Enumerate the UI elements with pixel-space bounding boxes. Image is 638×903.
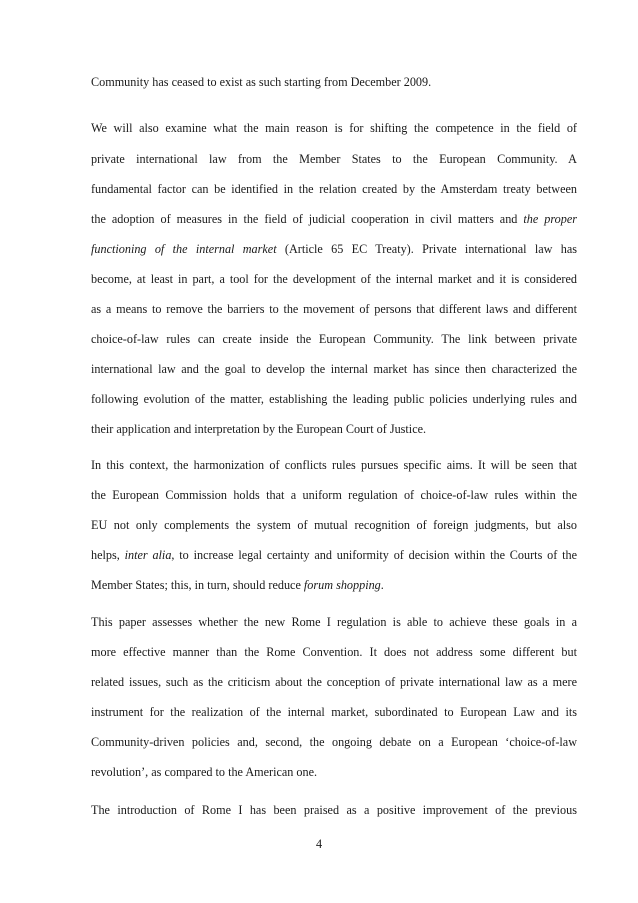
paragraph-2-line-4-italic: the proper <box>523 212 577 226</box>
paragraph-3-line-3: EU not only complements the system of mutual recognition of foreign judgments, but also <box>91 518 577 532</box>
paragraph-4-line-1: This paper assesses whether the new Rome I regulation is able to achieve these goals in a <box>91 615 577 629</box>
paragraph-2-line-11: their application and interpretation by the European Court of Justice. <box>91 422 427 436</box>
paragraph-2-line-1: We will also examine what the main reason is for shifting the competence in the field of <box>91 121 577 135</box>
paragraph-2-line-3: fundamental factor can be identified in the relation created by the Amsterdam treaty between <box>91 182 577 196</box>
paragraph-5-line-1: The introduction of Rome I has been praised as a positive improvement of the previous <box>91 803 577 817</box>
paragraph-3-line-4-text-b: , to increase legal certainty and uniformity of decision within the Courts of the <box>171 548 577 562</box>
paragraph-3-line-5 <box>91 577 577 593</box>
page-number: 4 <box>315 837 323 851</box>
paragraph-4-line-2: more effective manner than the Rome Convention. It does not address some different but <box>91 645 577 659</box>
paragraph-3-line-5-italic: forum shopping <box>303 578 381 592</box>
paragraph-1-line-1: Community has ceased to exist as such starting from December 2009. <box>91 75 432 89</box>
paragraph-2-line-4 <box>91 211 577 227</box>
paragraph-4-line-3: related issues, such as the criticism about the conception of private international law as a mere <box>91 675 577 689</box>
paragraph-3-line-4 <box>91 547 577 563</box>
paragraph-2-line-5 <box>91 241 577 257</box>
paragraph-3-line-5-text-b: . <box>380 578 384 592</box>
paragraph-2-line-5-text: (Article 65 EC Treaty). Private international law has <box>276 242 577 256</box>
paragraph-2-line-6: become, at least in part, a tool for the development of the internal market and it is considered <box>91 272 577 286</box>
paragraph-2-line-4-text: the adoption of measures in the field of judicial cooperation in civil matters and <box>91 212 524 226</box>
paragraph-3-line-4-text-a: helps, <box>91 548 125 562</box>
paragraph-2-line-8: choice-of-law rules can create inside the European Community. The link between private <box>91 332 577 346</box>
paragraph-2-line-10: following evolution of the matter, establishing the leading public policies underlying rules and <box>91 392 577 406</box>
paragraph-2-line-2: private international law from the Member States to the European Community. A <box>91 152 577 166</box>
paragraph-2-line-7: as a means to remove the barriers to the movement of persons that different laws and different <box>91 302 577 316</box>
paragraph-2-line-9: international law and the goal to develop the internal market has since then characterized the <box>91 362 577 376</box>
paragraph-4-line-5: Community-driven policies and, second, the ongoing debate on a European ‘choice-of-law <box>91 735 577 749</box>
paragraph-3-line-2: the European Commission holds that a uniform regulation of choice-of-law rules within the <box>91 488 577 502</box>
paragraph-4-line-6: revolution’, as compared to the American one. <box>91 765 318 779</box>
paragraph-4-line-4: instrument for the realization of the internal market, subordinated to European Law and its <box>91 705 577 719</box>
paragraph-2-line-5-italic: functioning of the internal market <box>91 242 277 256</box>
paragraph-3-line-5-text-a: Member States; this, in turn, should reduce <box>91 578 304 592</box>
paragraph-3-line-1: In this context, the harmonization of conflicts rules pursues specific aims. It will be seen that <box>91 458 577 472</box>
paragraph-3-line-4-italic: inter alia <box>124 548 172 562</box>
